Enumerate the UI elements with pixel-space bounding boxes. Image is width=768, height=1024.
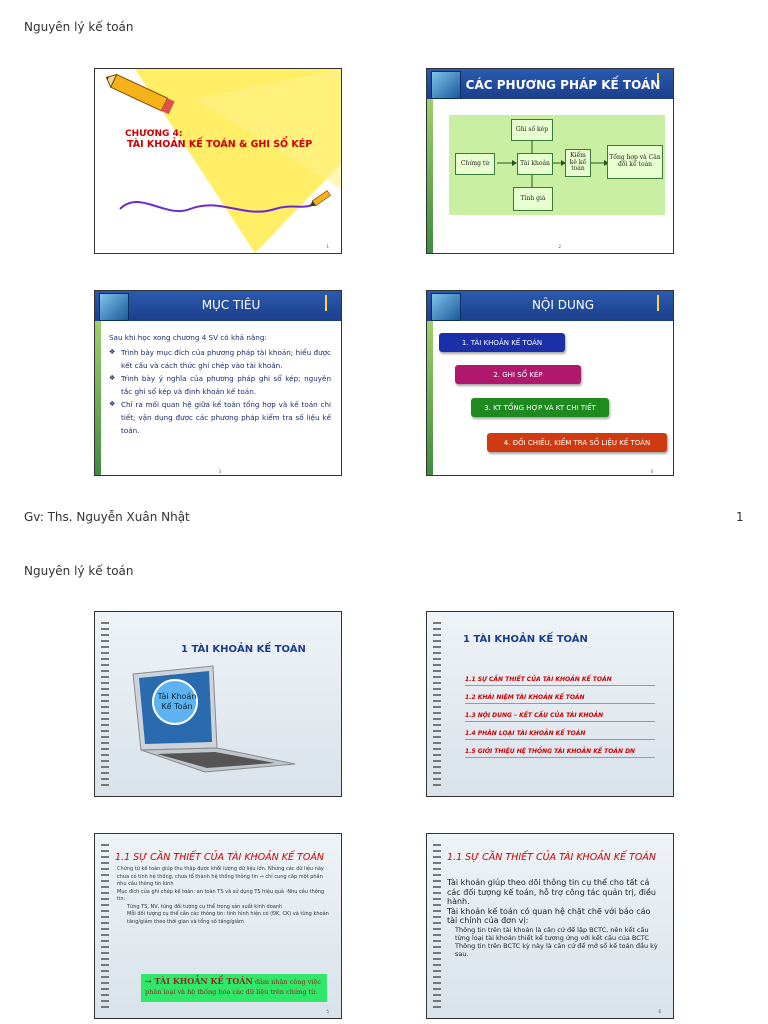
notebook-spiral	[101, 844, 109, 1008]
objective-item: ❖ Trình bày mục đích của phương pháp tài khoản; hiểu được kết cấu và cách thức ghi chép vào tài khoản.	[109, 346, 331, 372]
box-tong-hop: Tổng hợp và Cân đối kế toán	[607, 145, 663, 179]
slide-5-section-title[interactable]	[94, 611, 342, 797]
slide-3-number: 3	[218, 469, 221, 474]
content-item-3: 3. KT TỔNG HỢP VÀ KT CHI TIẾT	[471, 398, 609, 417]
toc-item: 1.5 GIỚI THIỆU HỆ THỐNG TÀI KHOẢN KẾ TOÁN DN	[465, 748, 655, 758]
slide-7-body	[117, 866, 331, 926]
slide-6-toc[interactable]	[426, 611, 674, 797]
content-item-4: 4. ĐỐI CHIẾU, KIỂM TRA SỐ LIỆU KẾ TOÁN	[487, 433, 667, 452]
slide-3-objectives[interactable]	[94, 290, 342, 476]
slide-8-title: 1.1 SỰ CẦN THIẾT CỦA TÀI KHOẢN KẾ TOÁN	[447, 852, 656, 863]
page-footer-number: 1	[736, 510, 744, 524]
slide-2-title: CÁC PHƯƠNG PHÁP KẾ TOÁN	[465, 78, 661, 92]
notebook-spiral	[433, 622, 441, 786]
box-ghi-so-kep: Ghi số kép	[511, 119, 553, 141]
objectives-intro: Sau khi học xong chương 4 SV có khả năng:	[109, 333, 267, 342]
slide-6-title: 1 TÀI KHOẢN KẾ TOÁN	[463, 634, 588, 645]
slide-1-number: 1	[326, 244, 329, 249]
pencil-icon	[101, 73, 181, 123]
method-diagram	[449, 115, 665, 215]
slide-8-number: 6	[658, 1009, 661, 1014]
box-kiem-ke: Kiểm kê kế toán	[565, 149, 591, 177]
slide-7-subitem: Từng TS, NV, từng đối tượng cụ thể trong sản suất kinh doanh	[127, 903, 283, 910]
slide-4-title: NỘI DUNG	[531, 298, 595, 312]
toc-item: 1.4 PHÂN LOẠI TÀI KHOẢN KẾ TOÁN	[465, 730, 655, 740]
highlight-title: → TÀI KHOẢN KẾ TOÁN	[145, 976, 253, 986]
objective-item: ❖ Chỉ ra mối quan hệ giữa kế toán tổng hợp và kế toán chi tiết; vận dụng được các phương pháp kiểm tra số liệu kế toán.	[109, 398, 331, 437]
slide-7-paragraph: Mục đích của ghi chép kế toán: an toàn TS và sử dụng TS hiệu quả -Nhu cầu thông tin:	[117, 888, 325, 902]
slide-7-highlight	[141, 974, 327, 1002]
side-stripe	[427, 321, 433, 475]
toc-item: 1.1 SỰ CẦN THIẾT CỦA TÀI KHOẢN KẾ TOÁN	[465, 676, 655, 686]
objective-item: ❖ Trình bày ý nghĩa của phương pháp ghi sổ kép; nguyên tắc ghi sổ kép và định khoản kế toán.	[109, 372, 331, 398]
slide-2-number: 2	[558, 244, 561, 249]
slide-7-subitem: Mỗi đối tượng cụ thể cần các thông tin: tình hình hiện có (ĐK, CK) và từng khoản tăng/giảm theo thời gian và tổng số tăng/giảm	[127, 911, 329, 925]
page-header: Nguyên lý kế toán	[24, 564, 134, 578]
slide-3-title: MỤC TIÊU	[201, 298, 261, 312]
page-header: Nguyên lý kế toán	[24, 20, 134, 34]
slide-7-number: 5	[326, 1009, 329, 1014]
book-cube-icon	[431, 293, 461, 321]
page-footer-author: Gv: Ths. Nguyễn Xuân Nhật	[24, 510, 190, 524]
slide-4-contents[interactable]	[426, 290, 674, 476]
content-item-1: 1. TÀI KHOẢN KẾ TOÁN	[439, 333, 565, 352]
slide-8-dash-item: Thông tin trên tài khoản là căn cứ để lập BCTC, nên kết cấu từng loại tài khoản thiết kế tương ứng với kết cấu của BCTC	[455, 925, 649, 942]
objectives-list	[109, 331, 331, 437]
notebook-spiral	[101, 622, 109, 786]
slide-7-title: 1.1 SỰ CẦN THIẾT CỦA TÀI KHOẢN KẾ TOÁN	[115, 852, 324, 863]
slide-5-title: 1 TÀI KHOẢN KẾ TOÁN	[181, 644, 306, 655]
toc-item: 1.2 KHÁI NIỆM TÀI KHOẢN KẾ TOÁN	[465, 694, 655, 704]
slide-1-chapter: CHƯƠNG 4:	[125, 129, 183, 139]
slide-8-paragraph: Tài khoản giúp theo dõi thông tin cụ thể cho tất cả các đối tượng kế toán, hỗ trợ công tác quản trị, điều hành.	[447, 878, 656, 906]
laptop-icon	[125, 664, 305, 774]
slide-3-title-bar	[95, 291, 341, 321]
slide-8-necessity[interactable]	[426, 833, 674, 1019]
slide-1-chapter-title[interactable]	[94, 68, 342, 254]
toc-item: 1.3 NỘI DUNG – KẾT CẤU CỦA TÀI KHOẢN	[465, 712, 655, 722]
slide-2-methods[interactable]	[426, 68, 674, 254]
box-tai-khoan: Tài khoản	[517, 153, 553, 175]
content-item-2: 2. GHI SỔ KÉP	[455, 365, 581, 384]
laptop-screen-label: Tài Khoản Kế Toán	[157, 692, 197, 711]
book-cube-icon	[431, 71, 461, 99]
notebook-spiral	[433, 844, 441, 1008]
small-pencil-icon	[307, 187, 337, 211]
slide-1-title: TÀI KHOẢN KẾ TOÁN & GHI SỔ KÉP	[127, 139, 313, 150]
box-tinh-gia: Tính giá	[513, 187, 553, 211]
book-cube-icon	[99, 293, 129, 321]
side-stripe	[427, 99, 433, 253]
slide-7-paragraph: Chứng từ kế toán giúp thu thập được khối lượng dữ liệu lớn. Nhưng các dữ liệu này chưa có tính hệ thống, chưa tổ thành hệ thống thông tin → chỉ cung cấp một phần nhu cầu thông tin kinh	[117, 866, 324, 887]
slide-8-dash-item: Thông tin trên BCTC kỳ này là căn cứ để mở sổ kế toán đầu kỳ sau.	[455, 941, 658, 958]
highlight-text: đảm nhận công việc phân loại và hệ thống hóa các dữ liệu trên chứng từ.	[145, 978, 321, 996]
slide-4-number: 4	[650, 469, 653, 474]
slide-2-title-bar	[427, 69, 673, 99]
slide-7-necessity[interactable]	[94, 833, 342, 1019]
slide-4-title-bar	[427, 291, 673, 321]
side-stripe	[95, 321, 101, 475]
box-chung-tu: Chứng từ	[455, 153, 495, 175]
slide-8-paragraph: Tài khoản kế toán có quan hệ chặt chẽ với báo cáo tài chính của đơn vị:	[447, 906, 651, 925]
slide-8-body	[447, 878, 661, 958]
